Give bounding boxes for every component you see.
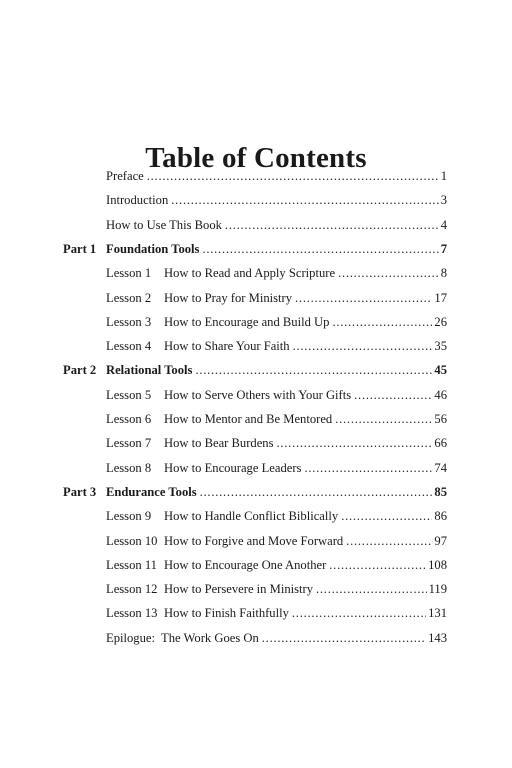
toc-lesson-number: Lesson 10 bbox=[106, 533, 158, 548]
toc-page-number: 3 bbox=[440, 193, 447, 208]
toc-entry-title: How to Encourage One Another bbox=[164, 557, 327, 572]
toc-entry bbox=[106, 215, 447, 235]
toc-entry bbox=[106, 288, 447, 308]
toc-entry bbox=[106, 239, 447, 259]
toc-lesson-number: Lesson 4 bbox=[106, 339, 152, 354]
toc-entry-title: How to Bear Burdens bbox=[164, 436, 274, 451]
toc-entry-title: How to Serve Others with Your Gifts bbox=[164, 387, 352, 402]
toc-entry-title: How to Use This Book bbox=[106, 217, 222, 232]
toc-page-number: 35 bbox=[434, 339, 447, 354]
toc-leader-dots bbox=[295, 288, 432, 308]
toc-lesson-number: Lesson 13 bbox=[106, 606, 158, 621]
toc-entry-row bbox=[0, 190, 512, 210]
toc-entry-row bbox=[0, 579, 512, 599]
toc-leader-dots bbox=[329, 555, 426, 575]
toc-page-number: 45 bbox=[434, 363, 447, 378]
toc-entry-row bbox=[0, 603, 512, 623]
toc-entry bbox=[106, 409, 447, 429]
toc-leader-dots bbox=[276, 433, 432, 453]
toc-entry-row bbox=[0, 312, 512, 332]
toc-entry-title: Preface bbox=[106, 169, 144, 183]
toc-entry-title: Introduction bbox=[106, 193, 169, 208]
toc-leader-dots bbox=[341, 506, 432, 526]
toc-lesson-number: Lesson 12 bbox=[106, 582, 158, 597]
toc-leader-dots bbox=[200, 482, 433, 502]
toc-entry bbox=[106, 166, 447, 186]
toc-page-number: 85 bbox=[434, 484, 447, 499]
toc-part-row bbox=[0, 239, 512, 259]
toc-page-number: 119 bbox=[428, 582, 447, 597]
toc-entry-row bbox=[0, 263, 512, 283]
toc-entry-row bbox=[0, 458, 512, 478]
toc-page-number: 8 bbox=[440, 266, 447, 281]
toc-leader-dots bbox=[147, 166, 439, 186]
toc-entry-title: Endurance Tools bbox=[106, 484, 197, 499]
toc-leader-dots bbox=[225, 215, 439, 235]
toc-part-label: Part 3 bbox=[63, 484, 97, 499]
toc-entry-row bbox=[0, 409, 512, 429]
toc-entry-title: How to Pray for Ministry bbox=[164, 290, 293, 305]
toc-entry bbox=[106, 555, 447, 575]
toc-page-number: 17 bbox=[434, 290, 447, 305]
toc-entry-title: How to Encourage Leaders bbox=[164, 460, 302, 475]
toc-entry-row bbox=[0, 166, 512, 186]
toc-entry-row bbox=[0, 506, 512, 526]
toc-page-number: 108 bbox=[428, 557, 447, 572]
toc-entry-row bbox=[0, 385, 512, 405]
toc-entry bbox=[106, 458, 447, 478]
toc-lesson-number: Lesson 8 bbox=[106, 460, 152, 475]
toc-entry-row bbox=[0, 215, 512, 235]
toc-entry-title: Foundation Tools bbox=[106, 241, 200, 256]
toc-page-number: 143 bbox=[428, 630, 447, 645]
toc-page-number: 56 bbox=[434, 412, 447, 426]
toc-leader-dots bbox=[335, 409, 432, 429]
toc-leader-dots bbox=[338, 263, 439, 283]
toc-entry-title: How to Persevere in Ministry bbox=[164, 582, 314, 597]
toc-entry-title: How to Finish Faithfully bbox=[164, 606, 289, 621]
toc-entry-row bbox=[0, 288, 512, 308]
toc-leader-dots bbox=[292, 603, 426, 623]
toc-leader-dots bbox=[346, 531, 432, 551]
toc-page-number: 74 bbox=[434, 460, 447, 475]
toc-entry-title: How to Share Your Faith bbox=[164, 339, 290, 354]
toc-page-number: 4 bbox=[440, 217, 447, 232]
toc-entry bbox=[106, 190, 447, 210]
toc-leader-dots bbox=[202, 239, 438, 259]
toc-entry bbox=[106, 603, 447, 623]
toc-entry-row bbox=[0, 628, 512, 648]
toc-entry bbox=[106, 263, 447, 283]
toc-lesson-number: Lesson 5 bbox=[106, 387, 152, 402]
toc-lesson-number: Lesson 1 bbox=[106, 266, 152, 281]
toc-entry bbox=[106, 506, 447, 526]
toc-entry-row bbox=[0, 336, 512, 356]
toc-entry-title: How to Mentor and Be Mentored bbox=[164, 412, 333, 426]
toc-entry bbox=[106, 579, 447, 599]
toc-page-number: 46 bbox=[434, 387, 447, 402]
toc-part-row bbox=[0, 482, 512, 502]
toc-entry-title: How to Forgive and Move Forward bbox=[164, 533, 344, 548]
toc-page-number: 26 bbox=[434, 314, 447, 329]
toc-leader-dots bbox=[195, 360, 432, 380]
toc-entry-title: How to Handle Conflict Biblically bbox=[164, 509, 339, 524]
toc-lesson-number: Lesson 3 bbox=[106, 314, 152, 329]
toc-entry-title: Relational Tools bbox=[106, 363, 193, 378]
toc-entry-row bbox=[0, 555, 512, 575]
toc-leader-dots bbox=[354, 385, 432, 405]
toc-entry-row bbox=[0, 531, 512, 551]
toc-part-label: Part 2 bbox=[63, 363, 97, 378]
toc-entry bbox=[106, 360, 447, 380]
toc-leader-dots bbox=[316, 579, 427, 599]
toc-leader-dots bbox=[262, 628, 426, 648]
toc-lesson-number: Lesson 9 bbox=[106, 509, 152, 524]
toc-entry bbox=[106, 336, 447, 356]
toc-page-number: 7 bbox=[440, 241, 447, 256]
toc-lesson-number: Lesson 2 bbox=[106, 290, 152, 305]
toc-lesson-number: Lesson 11 bbox=[106, 557, 157, 572]
toc-page-number: 97 bbox=[434, 533, 447, 548]
toc-leader-dots bbox=[171, 190, 438, 210]
toc-page-number: 131 bbox=[428, 606, 447, 621]
toc-entry bbox=[106, 385, 447, 405]
toc-page-number: 66 bbox=[434, 436, 447, 451]
toc-lesson-number: Lesson 6 bbox=[106, 412, 152, 426]
toc-entry bbox=[106, 433, 447, 453]
toc-entry-title: Epilogue: The Work Goes On bbox=[106, 630, 259, 645]
toc-part-label: Part 1 bbox=[63, 241, 97, 256]
toc-entry-title: How to Encourage and Build Up bbox=[164, 314, 330, 329]
toc-part-row bbox=[0, 360, 512, 380]
page-title: Table of Contents bbox=[145, 142, 367, 175]
toc-leader-dots bbox=[304, 458, 432, 478]
toc-page-number: 1 bbox=[440, 169, 447, 183]
toc-leader-dots bbox=[332, 312, 432, 332]
toc-page-number: 86 bbox=[434, 509, 447, 524]
toc-leader-dots bbox=[293, 336, 433, 356]
toc-entry bbox=[106, 312, 447, 332]
toc-entry bbox=[106, 531, 447, 551]
toc-entry bbox=[106, 482, 447, 502]
toc-entry-title: How to Read and Apply Scripture bbox=[164, 266, 336, 281]
toc-entry bbox=[106, 628, 447, 648]
toc-entry-row bbox=[0, 433, 512, 453]
toc-lesson-number: Lesson 7 bbox=[106, 436, 152, 451]
